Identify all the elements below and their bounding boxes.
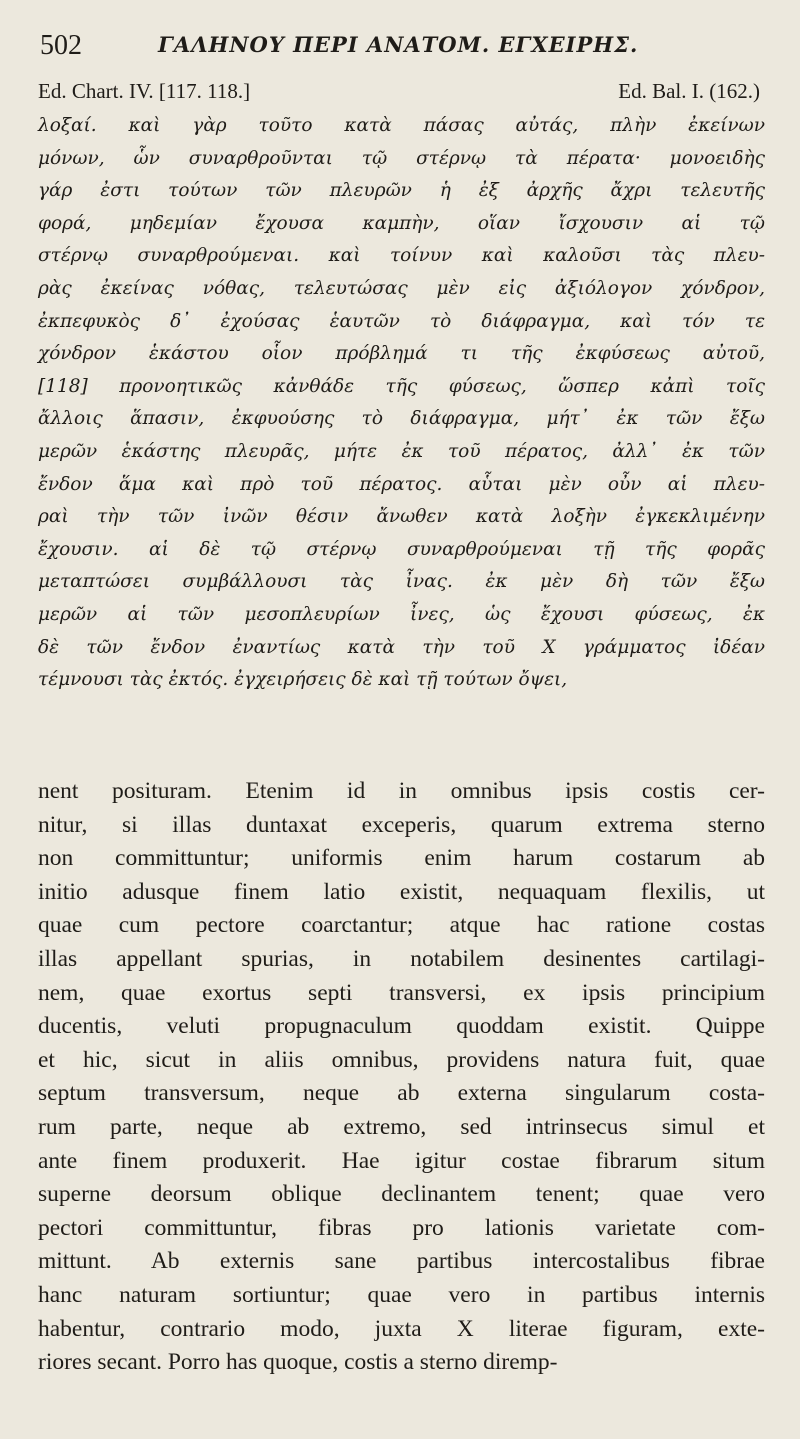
greek-text-block [38,110,765,697]
greek-text-line: ρὰς ἐκείνας νόθας, τελευτώσας μὲν εἰς ἀξιόλογον χόνδρον, [38,277,765,299]
running-title: ΓΑΛΗΝΟΥ ΠΕΡΙ ΑΝΑΤΟΜ. ΕΓΧΕΙΡΗΣ. [158,32,639,57]
latin-text-line: nem, quae exortus septi transversi, ex ipsis principium [38,979,765,1006]
latin-text-line: pectori committuntur, fibras pro lationis varietate com- [38,1214,765,1241]
greek-text-line: ἐκπεφυκὸς δ᾽ ἐχούσας ἑαυτῶν τὸ διάφραγμα, καὶ τόν τε [38,310,765,332]
edition-chartier: Ed. Chart. IV. [117. 118.] [38,79,251,103]
greek-text-line: χόνδρον ἑκάστου οἷον πρόβλημά τι τῆς ἐκφύσεως αὐτοῦ, [38,343,765,365]
latin-text-line: ducentis, veluti propugnaculum quoddam existit. Quippe [38,1013,765,1040]
latin-text-line: illas appellant spurias, in notabilem desinentes cartilagi- [38,945,765,972]
latin-text-block [38,775,765,1380]
greek-text-line: μερῶν ἑκάστης πλευρᾶς, μήτε ἐκ τοῦ πέρατος, ἀλλ᾽ ἐκ τῶν [38,440,765,462]
latin-text-line: quae cum pectore coarctantur; atque hac ratione costas [38,912,765,939]
edition-basel: Ed. Bal. I. (162.) [618,79,760,103]
latin-text-line: non committuntur; uniformis enim harum costarum ab [38,845,765,872]
greek-text-line: δὲ τῶν ἔνδον ἐναντίως κατὰ τὴν τοῦ Χ γράμματος ἰδέαν [38,636,765,658]
latin-text-line: et hic, sicut in aliis omnibus, providens natura fuit, quae [38,1046,765,1073]
latin-text-line: riores secant. Porro has quoque, costis a sterno diremp- [38,1349,558,1376]
greek-text-line: ραὶ τὴν τῶν ἰνῶν θέσιν ἄνωθεν κατὰ λοξὴν ἐγκεκλιμένην [38,506,765,528]
latin-text-line: initio adusque finem latio existit, nequaquam flexilis, ut [38,878,765,905]
latin-text-line: rum parte, neque ab extremo, sed intrinsecus simul et [38,1113,765,1140]
greek-text-line: ἄλλοις ἅπασιν, ἐκφυούσης τὸ διάφραγμα, μήτ᾽ ἐκ τῶν ἔξω [38,408,765,430]
latin-text-line: habentur, contrario modo, juxta X literae figuram, exte- [38,1315,765,1342]
latin-text-line: superne deorsum oblique declinantem tenent; quae vero [38,1181,765,1208]
latin-text-line: ante finem produxerit. Hae igitur costae fibrarum situm [38,1147,765,1174]
greek-text-line: φορά, μηδεμίαν ἔχουσα καμπὴν, οἵαν ἴσχουσιν αἱ τῷ [38,212,765,234]
greek-text-line: τέμνουσι τὰς ἐκτός. ἐγχειρήσεις δὲ καὶ τῇ τούτων ὄψει, [38,669,568,691]
latin-text-line: mittunt. Ab externis sane partibus intercostalibus fibrae [38,1248,765,1275]
greek-text-line: ἔνδον ἅμα καὶ πρὸ τοῦ πέρατος. αὗται μὲν οὖν αἱ πλευ- [38,473,765,495]
greek-text-line: μεταπτώσει συμβάλλουσι τὰς ἶνας. ἐκ μὲν δὴ τῶν ἔξω [38,571,765,593]
greek-text-line: μερῶν αἱ τῶν μεσοπλευρίων ἶνες, ὡς ἔχουσι φύσεως, ἐκ [38,603,765,625]
greek-text-line: λοξαί. καὶ γὰρ τοῦτο κατὰ πάσας αὐτάς, πλὴν ἐκείνων [38,115,765,136]
page-number: 502 [40,30,82,61]
latin-text-line: septum transversum, neque ab externa singularum costa- [38,1080,765,1107]
latin-text-line: hanc naturam sortiuntur; quae vero in partibus internis [38,1281,765,1308]
edition-references [38,79,760,105]
latin-text-line: nitur, si illas duntaxat exceperis, quarum extrema sterno [38,811,765,838]
greek-text-line: στέρνῳ συναρθρούμεναι. καὶ τοίνυν καὶ καλοῦσι τὰς πλευ- [38,245,765,267]
greek-text-line: [118] προνοητικῶς κἀνθάδε τῆς φύσεως, ὥσπερ κἀπὶ τοῖς [38,375,765,397]
greek-text-line: ἔχουσιν. αἱ δὲ τῷ στέρνῳ συναρθρούμεναι τῇ τῆς φορᾶς [38,538,765,560]
greek-text-line: μόνων, ὧν συναρθροῦνται τῷ στέρνῳ τὰ πέρατα· μονοειδὴς [38,147,765,169]
page-header [40,30,760,66]
greek-text-line: γάρ ἐστι τούτων τῶν πλευρῶν ἡ ἐξ ἀρχῆς ἄχρι τελευτῆς [38,180,765,202]
latin-text-line: nent posituram. Etenim id in omnibus ipsis costis cer- [38,778,765,804]
